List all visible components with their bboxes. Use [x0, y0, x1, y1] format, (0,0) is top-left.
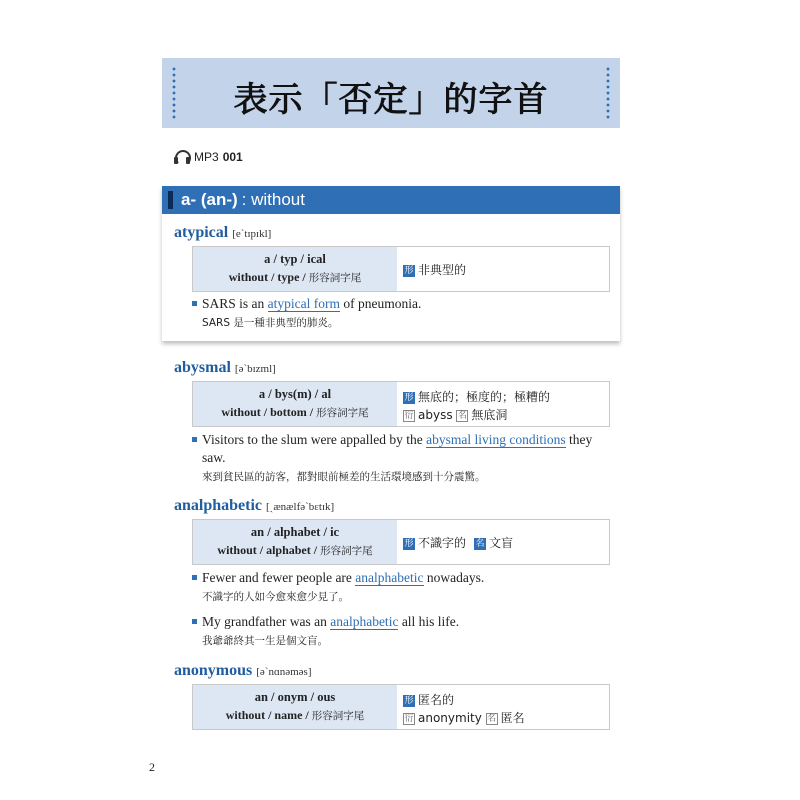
- suffix-gloss: 形容詞字尾: [320, 545, 373, 557]
- pos-tag: 名: [475, 538, 485, 549]
- prefix-marker: [168, 191, 173, 209]
- morpheme-gloss: without / name /: [225, 708, 312, 722]
- morpheme-breakdown: [193, 685, 397, 729]
- entry-word: [174, 497, 334, 515]
- morpheme-breakdown: [193, 247, 397, 291]
- pos-tag: 形: [404, 538, 414, 549]
- derived-pos-tag: 名: [457, 410, 467, 421]
- morpheme-box: [192, 246, 610, 292]
- prefix-meaning: : without: [241, 190, 305, 209]
- definition-text: 非典型的: [418, 263, 467, 277]
- definition: [403, 247, 609, 291]
- definition-text: 文盲: [489, 536, 514, 550]
- mp3-label: MP3: [194, 150, 219, 164]
- definition-text: 無底的；極度的；極糟的: [418, 390, 551, 404]
- pos-tag: 形: [404, 695, 414, 706]
- entry-word: [174, 359, 276, 377]
- derived-pos-tag: 名: [487, 713, 497, 724]
- example-highlight: analphabetic: [355, 570, 424, 585]
- title-band: [162, 58, 620, 128]
- definition-text: 不識字的: [418, 536, 467, 550]
- morpheme-breakdown: [193, 382, 397, 426]
- dotted-line-right: [606, 66, 610, 120]
- example-translation: 不識字的人如今愈來愈少見了。: [202, 591, 349, 603]
- entry-word: [174, 224, 271, 242]
- headword: anonymous: [174, 662, 253, 679]
- morpheme-parts: a / bys(m) / al: [258, 387, 332, 401]
- morpheme-gloss: without / type /: [228, 270, 309, 284]
- definition: [403, 520, 609, 564]
- headphones-icon: [174, 150, 190, 164]
- prefix-header: [162, 186, 620, 214]
- example-translation: 我爺爺終其一生是個文盲。: [202, 635, 328, 647]
- example-highlight: abysmal living conditions: [426, 432, 566, 447]
- morpheme-box: [192, 684, 610, 730]
- entry-word: [174, 662, 311, 680]
- ipa: [əˋbɪzml]: [234, 363, 276, 375]
- headword: abysmal: [174, 359, 231, 376]
- ipa: [ˏænælfəˋbɛtɪk]: [266, 501, 335, 513]
- example: Fewer and fewer people are analphabetic nowadays. 不識字的人如今愈來愈少見了。: [192, 569, 612, 604]
- derived-tag: 衍: [404, 410, 414, 421]
- suffix-gloss: 形容詞字尾: [311, 710, 365, 722]
- morpheme-gloss: without / bottom /: [221, 405, 317, 419]
- morpheme-box: [192, 381, 610, 427]
- ipa: [eˋtɪpɪkl]: [232, 228, 272, 240]
- prefix-name: a- (an-): [181, 190, 238, 209]
- morpheme-gloss: without / alphabet /: [217, 543, 321, 557]
- example: SARS is an atypical form of pneumonia. SARS 是一種非典型的肺炎。: [192, 295, 612, 330]
- headword: atypical: [174, 224, 229, 241]
- example-translation: 來到貧民區的訪客，都對眼前極差的生活環境感到十分震驚。: [202, 471, 486, 483]
- suffix-gloss: 形容詞字尾: [316, 407, 369, 419]
- morpheme-parts: a / typ / ical: [264, 252, 326, 266]
- derived-word: anonymity: [418, 711, 482, 725]
- derived-text: 無底洞: [471, 408, 508, 422]
- pos-tag: 形: [404, 265, 414, 276]
- definition-text: 匿名的: [418, 693, 455, 707]
- derived-text: 匿名: [500, 711, 525, 725]
- derived-word: abyss: [418, 408, 453, 422]
- mp3-track[interactable]: [174, 150, 243, 164]
- morpheme-parts: an / alphabet / ic: [250, 525, 340, 539]
- example-highlight: analphabetic: [330, 614, 399, 629]
- example: Visitors to the slum were appalled by the abysmal living conditions they saw. 來到貧民區的訪客，都對眼前極差的生活環境感到十分震驚。: [192, 431, 612, 484]
- headword: analphabetic: [174, 497, 263, 514]
- morpheme-parts: an / onym / ous: [254, 690, 336, 704]
- morpheme-breakdown: [193, 520, 397, 564]
- ipa: [əˋnɑnəməs]: [256, 666, 312, 678]
- definition: [403, 382, 609, 426]
- page-number: 2: [149, 760, 155, 774]
- example-translation: SARS 是一種非典型的肺炎。: [202, 317, 339, 329]
- derived-tag: 衍: [404, 713, 414, 724]
- page-title: 表示「否定」的字首: [233, 80, 549, 120]
- example-highlight: atypical form: [267, 296, 341, 311]
- suffix-gloss: 形容詞字尾: [308, 272, 362, 284]
- pos-tag: 形: [404, 392, 414, 403]
- mp3-track-number: 001: [222, 150, 243, 164]
- example: My grandfather was an analphabetic all his life. 我爺爺終其一生是個文盲。: [192, 613, 612, 648]
- definition: [403, 685, 609, 729]
- morpheme-box: [192, 519, 610, 565]
